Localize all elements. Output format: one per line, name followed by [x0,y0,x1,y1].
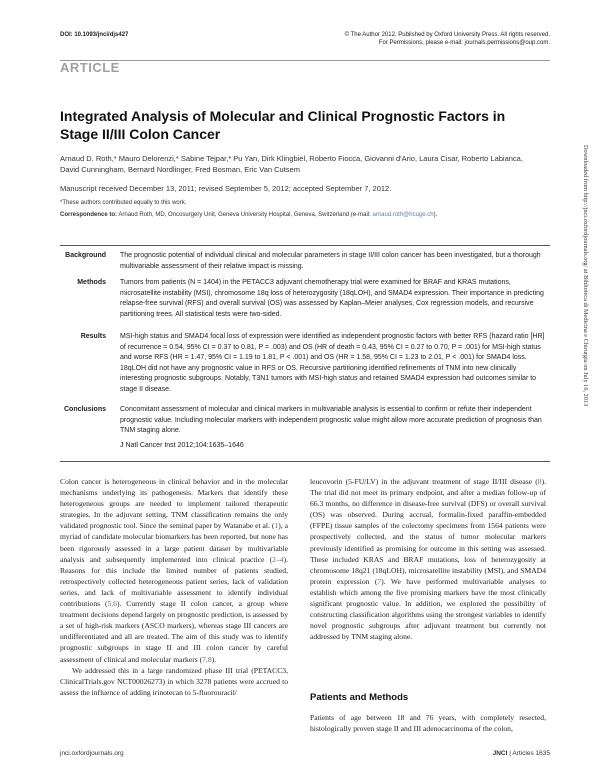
results-label: Results [80,333,106,340]
abstract-bottom-rule [60,461,550,462]
footer-separator: | [509,750,511,757]
footer-page-number: 1635 [535,750,550,757]
intro-text-f: leucovorin (5-FU/LV) in the adjuvant treatment of stage II/III disease ( [310,477,538,486]
citation-link[interactable]: 7,8 [202,654,212,664]
correspondence-label: Correspondence to: [60,212,118,218]
correspondence-end: ). [433,212,438,218]
permissions-line: For Permissions, please e-mail: journals.permissions@oup.com. [378,40,550,46]
author-list: Arnaud D. Roth,* Mauro Delorenzi,* Sabine Tejpar,* Pu Yan, Dirk Klingbiel, Roberto Fiocca, Giovanni d'Ario, Laura Cisar, Roberto Labianca, David Cunningham, Bernard Nordlinger, Fred Bosman, Eric Van Cutsem [60,154,523,174]
intro-text-b: ), a myriad of candidate molecular biomarkers has been reported, but none has been rigorously assessed in a large patient dataset by multivariable analysis and subsequently implemented into clinical practice ( [60,521,288,564]
copyright-line: © The Author 2012. Published by Oxford University Press. All rights reserved. [344,32,550,38]
article-rule [60,60,550,75]
correspondence-email[interactable]: arnaud.roth@hcuge.ch [372,212,434,218]
citation-link[interactable]: 8 [537,477,542,486]
intro-text-a: Colon cancer is heterogeneous in clinical behavior and in the molecular mechanisms underlying its pathogenesis. Markers that identify these heterogeneous groups are needed to implement tailored therapeutic strategies. In the adjuvant setting, TNM classification remains the only validated prognostic tool. Since the seminal paper by Watanabe et al. ( [60,477,288,531]
background-label: Background [65,252,106,259]
manuscript-dates: Manuscript received December 13, 2011; revised September 5, 2012; accepted September 7, 2012. [60,184,392,193]
download-note: Downloaded from http://jnci.oxfordjournals.org/ at Biblioteca di Medicina e Chirurgia on July 16, 2013 [582,145,589,407]
conclusions-body: Concomitant assessment of molecular and clinical markers in multivariable analysis is essential to confirm or refute their independent prognostic value. Including molecular markers with independent prognostic value might allow more accurate prediction of prognosis than TNM staging alone. [120,406,542,434]
methods-label: Methods [77,279,106,286]
correspondence [60,212,540,218]
journal-citation: J Natl Cancer Inst 2012;104:1635–1646 [120,441,244,449]
citation-link[interactable]: 7 [377,576,382,586]
footer-journal: JNCI [492,750,508,757]
article-type-label: ARTICLE [60,60,120,75]
intro-text-e: ). [211,654,217,664]
intro-text-c: ). Reasons for this include the limited number of patients studied, retrospectively collected heterogeneous patient series, lack of validation series, and lack of multivariable assessment to identify individual contributions ( [60,554,288,609]
background-text: The prognostic potential of individual clinical and molecular parameters in stage II/III colon cancer has been investigated, but a thorough multivariable assessment of their relative impact is missing. [120,252,541,270]
citation-link[interactable]: 5,6 [107,599,117,609]
methods-paragraph: Patients of age between 18 and 76 years, with completely resected, histologically proven stage II and III adenocarcinoma of the colon, [310,713,546,734]
copyright-notice [300,31,550,47]
abstract-top-rule [60,245,550,246]
section-heading: Patients and Methods [310,692,409,703]
intro-paragraph-1 [60,476,288,665]
intro-text-d: ). Currently stage II colon cancer, a group where treatment decisions depend largely on prognostic prediction, is assessed by a set of high-risk markers (ASCO markers), whereas stage III cancers are undifferentiated and all are treated. The aim of this study was to identify prognostic subgroups in stage II and III colon cancer by careful assessment of clinical and molecular markers ( [60,599,288,664]
citation-link[interactable]: 2–4 [272,554,284,564]
intro-paragraph-2: We addressed this in a large randomized phase III trial (PETACC3, ClinicalTrials.gov NCT00026273) in which 3278 patients were accrued to assess the influence of adding irinotecan to 5-fluorouracil/ [60,665,288,697]
article-title: Integrated Analysis of Molecular and Clinical Prognostic Factors in Stage II/III Colon Cancer [60,108,506,142]
body-column-left [60,476,288,698]
body-column-right [310,476,546,642]
footer-page-info [440,750,550,757]
results-text: MSI-high status and SMAD4 focal loss of expression were identified as independent prognostic factors with better RFS (hazard ratio [HR] of recurrence = 0.54, 95% CI = 0.37 to 0.81, P = .003) and OS (HR of death = 0.43, 95% CI = 0.27 to 0.70, P = .001) for MSI-high status and worse RFS (HR = 1.47, 95% CI = 1.19 to 1.81, P < .001) and OS (HR = 1.58, 95% CI = 1.23 to 2.01, P < .001) for SMAD4 loss. 18qLOH did not have any prognostic value in RFS or OS. Recursive partitioning identified refinements of TNM into new clinically interesting prognostic subgroups. Notably, T3N1 tumors with MSI-high status and retained SMAD4 expression had outcomes similar to stage II disease. [120,333,545,393]
footer-section: Articles [512,750,534,757]
conclusions-text [120,405,550,451]
download-watermark [579,145,591,705]
citation-link[interactable]: 1 [274,521,279,531]
doi: DOI: 10.1093/jnci/djs427 [60,32,129,38]
intro-paragraph-3 [310,476,546,642]
correspondence-text: Arnaud Roth, MD, Oncosurgery Unit, Geneva University Hospital, Geneva, Switzerland (e-mail: [118,212,371,218]
footer-url[interactable]: jnci.oxfordjournals.org [60,750,124,757]
conclusions-label: Conclusions [63,406,106,413]
methods-text: Tumors from patients (N = 1404) in the PETACC3 adjuvant chemotherapy trial were examined for BRAF and KRAS mutations, microsatellite instability (MSI), chromosome 18q loss of heterozygosity (18qLOH), and SMAD4 expression. Their importance in predicting relapse-free survival (RFS) and overall survival (OS) was assessed by Kaplan–Meier analyses, Cox regression models, and recursive partitioning trees. All statistical tests were two-sided. [120,279,544,318]
intro-text-g: ). The trial did not meet its primary endpoint, and after a median follow-up of 66.3 months, no difference in disease-free survival (DFS) or overall survival (OS) was observed. During accrual, formalin-fixed paraffin-embedded (FFPE) tissue samples of the colectomy specimens from 1564 patients were prospectively collected, and the status of tumor molecular markers previously identified as promising for outcome in this setting was assessed. These included KRAS and BRAF mutations, loss of heterozygosity at chromosome 18q21 (18qLOH), microsatellite instability (MSI), and SMAD4 protein expression ( [310,477,546,586]
intro-text-h: ). We have performed multivariable analyses to establish which among the five promising markers have the most clinically significant prognostic value. In addition, we explored the possibility of constructing classification algorithms using the strongest variables to identify novel prognostic subgroups after adjuvant treatment but currently not addressed by TNM staging alone. [310,576,547,642]
equal-contribution-note: *These authors contributed equally to this work. [60,200,187,206]
